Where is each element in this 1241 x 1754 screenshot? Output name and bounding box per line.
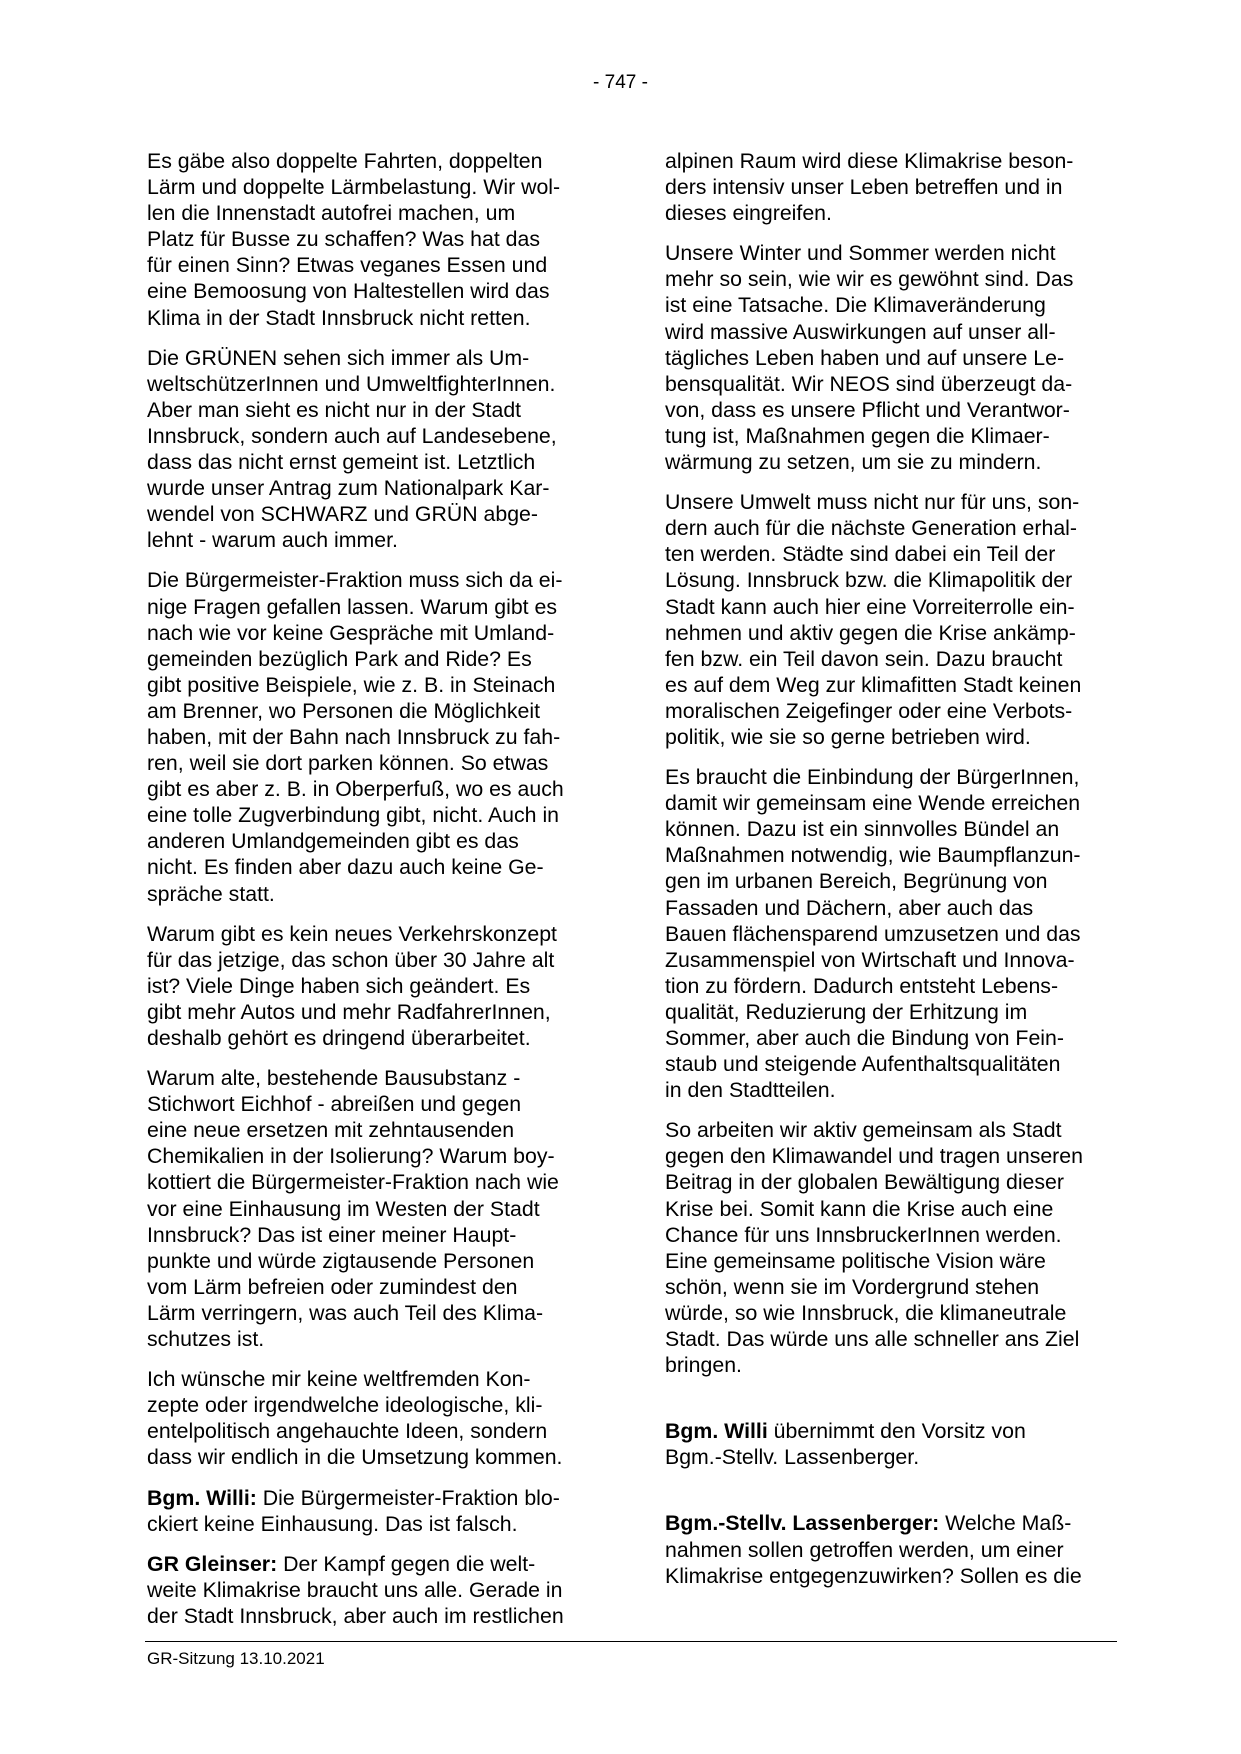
paragraph: So arbeiten wir aktiv gemeinsam als Stadt gegen den Klimawandel und tragen unseren Beitrag in der globalen Bewältigung dieser Krise bei. Somit kann die Krise auch eine Chance für uns InnsbruckerInnen werden. Eine gemeinsame politische Vision wäre schön, wenn sie im Vordergrund stehen würde, so wie Innsbruck, die klimaneutrale Stadt. Das würde uns alle schneller ans Ziel bringen.	[665, 1118, 1083, 1378]
speaker-name: Bgm.-Stellv. Lassenberger:	[665, 1511, 940, 1536]
right-column	[665, 148, 1117, 1603]
left-column	[147, 148, 595, 1643]
footer-divider	[145, 1641, 1117, 1642]
spacer	[665, 1484, 1117, 1510]
speaker-name: Bgm. Willi:	[147, 1485, 257, 1510]
speaker-paragraph: Bgm. Willi übernimmt den Vorsitz von Bgm.-Stellv. Lassenberger.	[665, 1419, 1026, 1470]
paragraph: Unsere Umwelt muss nicht nur für uns, son- dern auch für die nächste Generation erhal- ten werden. Städte sind dabei ein Teil der Lösung. Innsbruck bzw. die Klimapolitik der Stadt kann auch hier eine Vorreiterrolle ein- nehmen und aktiv gegen die Krise ankämp- fen bzw. ein Teil davon sein. Dazu braucht es auf dem Weg zur klimafitten Stadt keinen moralischen Zeigefinger oder eine Verbots- politik, wie sie so gerne betrieben wird.	[665, 490, 1082, 749]
footer-session-date: GR-Sitzung 13.10.2021	[147, 1649, 325, 1668]
paragraph: Warum alte, bestehende Bausubstanz - Stichwort Eichhof - abreißen und gegen eine neue ersetzen mit zehntausenden Chemikalien in der Isolierung? Warum boy- kottiert die Bürgermeister-Fraktion nach wie vor eine Einhausung im Westen der Stadt Innsbruck? Das ist einer meiner Haupt- punkte und würde zigtausende Personen vom Lärm befreien oder zumindest den Lärm verringern, was auch Teil des Klima- schutzes ist.	[147, 1066, 559, 1352]
page-number: - 747 -	[593, 72, 648, 93]
paragraph: Die Bürgermeister-Fraktion muss sich da ei- nige Fragen gefallen lassen. Warum gibt es nach wie vor keine Gespräche mit Umland- gemeinden bezüglich Park and Ride? Es gibt positive Beispiele, wie z. B. in Steinach am Brenner, wo Personen die Möglichkeit haben, mit der Bahn nach Innsbruck zu fah- ren, weil sie dort parken können. So etwas gibt es aber z. B. in Oberperfuß, wo es auch eine tolle Zugverbindung gibt, nicht. Auch in anderen Umlandgemeinden gibt es das nicht. Es finden aber dazu auch keine Ge- spräche statt.	[147, 568, 564, 906]
paragraph: Es gäbe also doppelte Fahrten, doppelten Lärm und doppelte Lärmbelastung. Wir wol- len die Innenstadt autofrei machen, um Platz für Busse zu schaffen? Was hat das für einen Sinn? Etwas veganes Essen und eine Bemoosung von Haltestellen wird das Klima in der Stadt Innsbruck nicht retten.	[147, 149, 561, 330]
speaker-paragraph: Bgm. Willi: Die Bürgermeister-Fraktion blo- ckiert keine Einhausung. Das ist falsch.	[147, 1485, 560, 1536]
speaker-name: GR Gleinser:	[147, 1551, 278, 1576]
paragraph: Die GRÜNEN sehen sich immer als Um- weltschützerInnen und UmweltfighterInnen. Aber man sieht es nicht nur in der Stadt Innsbruck, sondern auch auf Landesebene, dass das nicht ernst gemeint ist. Letztlich wurde unser Antrag zum Nationalpark Kar- wendel von SCHWARZ und GRÜN abge- lehnt - warum auch immer.	[147, 345, 557, 553]
paragraph: Ich wünsche mir keine weltfremden Kon- zepte oder irgendwelche ideologische, kli- entelpolitisch angehauchte Ideen, sondern dass wir endlich in die Umsetzung kommen.	[147, 1367, 563, 1470]
spacer	[665, 1392, 1117, 1418]
speaker-paragraph: GR Gleinser: Der Kampf gegen die welt- weite Klimakrise braucht uns alle. Gerade in der Stadt Innsbruck, aber auch im restlichen	[147, 1551, 564, 1628]
paragraph: Warum gibt es kein neues Verkehrskonzept für das jetzige, das schon über 30 Jahre alt ist? Viele Dinge haben sich geändert. Es gibt mehr Autos und mehr RadfahrerInnen, deshalb gehört es dringend überarbeitet.	[147, 921, 557, 1050]
speaker-name: Bgm. Willi	[665, 1419, 768, 1444]
speaker-paragraph: Bgm.-Stellv. Lassenberger: Welche Maß- nahmen sollen getroffen werden, um einer Klimakrise entgegenzuwirken? Sollen es die	[665, 1511, 1082, 1588]
paragraph: Es braucht die Einbindung der BürgerInnen, damit wir gemeinsam eine Wende erreichen können. Dazu ist ein sinnvolles Bündel an Maßnahmen notwendig, wie Baumpflanzun- gen im urbanen Bereich, Begrünung von Fassaden und Dächern, aber auch das Bauen flächensparend umzusetzen und das Zusammenspiel von Wirtschaft und Innova- tion zu fördern. Dadurch entsteht Lebens- qualität, Reduzierung der Erhitzung im Sommer, aber auch die Bindung von Fein- staub und steigende Aufenthaltsqualitäten in den Stadtteilen.	[665, 765, 1081, 1103]
paragraph: Unsere Winter und Sommer werden nicht mehr so sein, wie wir es gewöhnt sind. Das ist eine Tatsache. Die Klimaveränderung wird massive Auswirkungen auf unser all- tägliches Leben haben und auf unsere Le- bensqualität. Wir NEOS sind überzeugt da- von, dass es unsere Pflicht und Verantwor- tung ist, Maßnahmen gegen die Klimaer- wärmung zu setzen, um sie zu mindern.	[665, 241, 1074, 475]
paragraph: alpinen Raum wird diese Klimakrise beson- ders intensiv unser Leben betreffen und in dieses eingreifen.	[665, 149, 1074, 226]
